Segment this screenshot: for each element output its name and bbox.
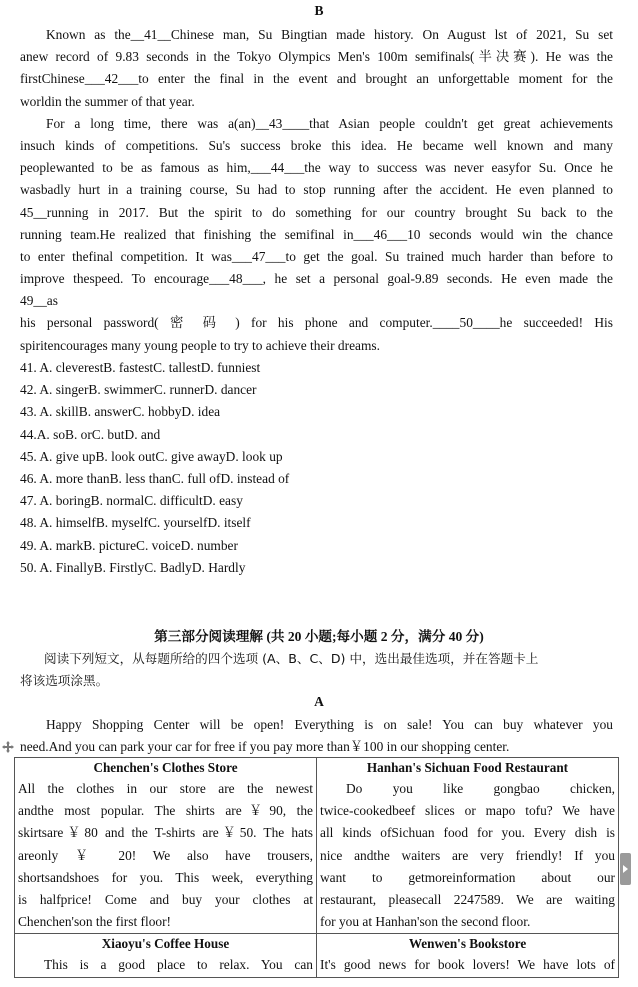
shop-text-line: all kinds ofSichuan food for you. Every dish is [320,825,615,841]
shop-text-line: Do you like gongbao chicken, [346,781,615,796]
shop-text-line: for you at Hanhan'son the second floor. [320,914,531,930]
shop-text-line: nice andthe waiters are very friendly! If you [320,847,615,863]
shops-table [14,757,619,978]
passage-line: For a long time, there was a(an)__43____that Asian people couldn't get great achievements [46,115,613,131]
section-a-intro [20,714,613,758]
shop-cell-xiaoyu [15,934,317,977]
part3-instruction: 阅读下列短文，从每题所给的四个选项 (A、B、C、D) 中，选出最佳选项，并在答题卡上 [44,651,539,666]
shop-text-line: areonly ￥ 20! We also have trousers, [18,847,313,863]
intro-line: need.And you can park your car for free if you pay more than￥100 in our shopping center. [20,739,510,755]
passage-line: running team.He realized that finishing the semifinal in___46___10 seconds would win the chance [20,226,613,242]
shop-cell-wenwen [317,934,619,977]
section-a-heading: A [314,694,324,709]
side-expand-tab[interactable] [620,853,631,885]
option-row-42: 42. A. singerB. swimmerC. runnerD. dancer [20,382,257,398]
passage-line: improve thespeed. To encourage___48___, he set a personal goal-9.89 seconds. He even made the [20,271,613,287]
passage-line: 49__as [20,293,58,309]
shop-text-line: All the clothes in our store are the newest [18,781,313,796]
shop-text-line: skirtsare￥80 and the T-shirts are￥50. The hats [18,825,313,841]
shop-name: Hanhan's Sichuan Food Restaurant [366,760,569,775]
shop-text-line: It's good news for book lovers! We have lots of [320,957,615,973]
question-options [20,357,613,579]
passage-line: 45__running in 2017. But the spirit to do something for our country brought Su back to the [20,204,613,220]
passage-line: insuch kinds of competitions. Su's success broke this idea. He became well known and many [20,137,613,153]
option-row-45: 45. A. give upB. look outC. give awayD. look up [20,448,283,464]
part3-title: 第三部分阅读理解 (共 20 小题;每小题 2 分，满分 40 分) [154,629,484,644]
part3-instruction-continued: 将该选项涂黑。 [20,673,109,688]
shop-text-line: restaurant, pleasecall 2247589. We are waiting [320,891,615,907]
intro-line: Happy Shopping Center will be open! Everything is on sale! You can buy whatever you [46,717,613,732]
shop-text-line: This is a good place to relax. You can [44,957,313,973]
passage-line: spiritencourages many young people to try to achieve their dreams. [20,337,380,353]
passage-line: wasbadly hurt in a training course, Su had to stop running after the accident. He even planned to [20,182,613,198]
passage-line: anew record of 9.83 seconds in the Tokyo Olympics Men's 100m semifinals(半决赛). He was the [20,49,613,65]
option-row-46: 46. A. more thanB. less thanC. full ofD. instead of [20,470,290,486]
passage-line: peoplewanted to be as famous as him,___44___the way to success was never easyfor Su. Once he [20,160,613,176]
passage-line: his personal password( 密 码 ) for his phone and computer.____50____he succeeded! His [20,315,613,331]
shop-name: Xiaoyu's Coffee House [101,936,230,952]
shop-name: Wenwen's Bookstore [408,936,527,952]
option-row-44: 44.A. soB. orC. butD. and [20,426,161,442]
shop-cell-hanhan [317,758,619,934]
shop-text-line: want to getmoreinformation about our [320,869,615,885]
shop-cell-chenchen [15,758,317,934]
option-row-43: 43. A. skillB. answerC. hobbyD. idea [20,404,221,420]
option-row-47: 47. A. boringB. normalC. difficultD. easy [20,493,243,509]
passage-line: firstChinese___42___to enter the final in the event and brought an unforgettable moment for the [20,71,613,87]
shop-text-line: Chenchen'son the first floor! [18,914,172,930]
shop-text-line: andthe most popular. The shirts are￥90, the [18,803,313,819]
shop-text-line: twice-cookedbeef slices or mapo tofu? We have [320,803,615,819]
passage-line: worldin the summer of that year. [20,93,195,109]
passage-line: to enter thefinal competition. It was___47___to get the goal. Su trained much harder than before to [20,248,613,264]
option-row-48: 48. A. himselfB. myselfC. yourselfD. itself [20,515,251,531]
option-row-49: 49. A. markB. pictureC. voiceD. number [20,537,238,553]
section-b-passage [20,24,613,357]
section-b-heading: B [314,3,324,18]
shop-text-line: shortsandshoes for you. This week, everything [18,869,313,885]
option-row-50: 50. A. FinallyB. FirstlyC. BadlyD. Hardly [20,559,246,575]
shop-text-line: is halfprice! Come and buy your clothes at [18,891,313,907]
passage-line: Known as the__41__Chinese man, Su Bingtian made history. On August lst of 2021, Su set [46,27,613,42]
option-row-41: 41. A. cleverestB. fastestC. tallestD. funniest [20,360,261,375]
table-move-handle-icon[interactable] [2,741,14,753]
shop-name: Chenchen's Clothes Store [93,760,238,775]
